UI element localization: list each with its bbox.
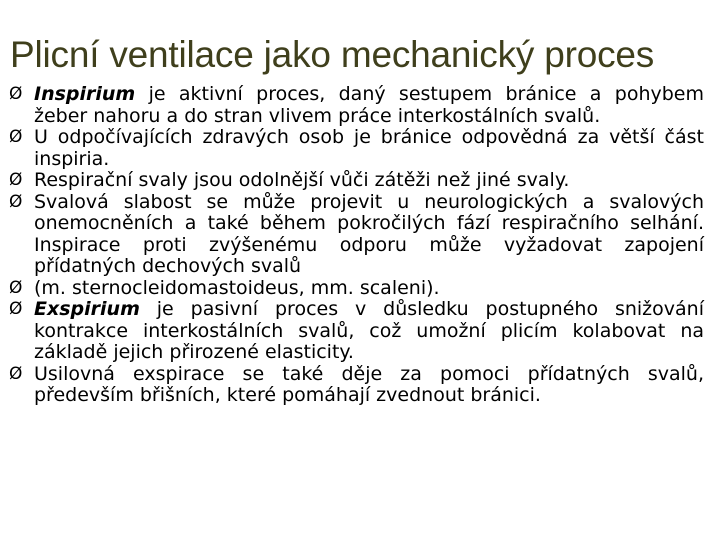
term-exspirium: Exspirium: [34, 298, 140, 320]
bullet-item-resting-diaphragm: [0, 127, 720, 170]
bullet-text: Respirační svaly jsou odolnější vůči zátěži než jiné svaly.: [34, 169, 570, 191]
arrow-bullet-icon: Ø: [9, 363, 23, 384]
bullet-text: je aktivní proces, daný sestupem bránice a pohybem žeber nahoru a do stran vlivem práce interkostálních svalů.: [34, 83, 704, 127]
bullet-text: Svalová slabost se může projevit u neurologických a svalových onemocněních a také během pokročilých fází respiračního selhání. Inspirace proti zvýšenému odporu může vyžadovat zapojení přídatných dechových svalů: [34, 190, 704, 277]
bullet-text: (m. sternocleidomastoideus, mm. scaleni).: [34, 276, 440, 299]
bullet-item-exspirium: [0, 299, 720, 364]
arrow-bullet-icon: Ø: [9, 127, 23, 147]
bullet-item-forced-exspiration: [0, 364, 720, 407]
arrow-bullet-icon: Ø: [9, 170, 23, 190]
bullet-list: [0, 84, 720, 407]
slide-title: Plicní ventilace jako mechanický proces: [10, 34, 655, 75]
arrow-bullet-icon: Ø: [9, 277, 23, 298]
term-inspirium: Inspirium: [34, 83, 136, 105]
arrow-bullet-icon: Ø: [9, 191, 23, 212]
bullet-text: je pasivní proces v důsledku postupného snižování kontrakce interkostálních svalů, což umožní plicím kolabovat na základě jejich přirozené elasticity.: [34, 298, 704, 363]
bullet-item-muscle-endurance: [0, 170, 720, 192]
arrow-bullet-icon: Ø: [9, 299, 23, 319]
bullet-item-muscle-weakness: [0, 192, 720, 278]
bullet-item-accessory-muscles: [0, 278, 720, 300]
arrow-bullet-icon: Ø: [9, 84, 23, 104]
bullet-text: U odpočívajících zdravých osob je bránice odpovědná za větší část inspiria.: [34, 126, 704, 170]
bullet-text: Usilovná exspirace se také děje za pomoci přídatných svalů, především břišních, které pomáhají zvednout bránici.: [34, 362, 704, 406]
bullet-item-inspirium: [0, 84, 720, 127]
